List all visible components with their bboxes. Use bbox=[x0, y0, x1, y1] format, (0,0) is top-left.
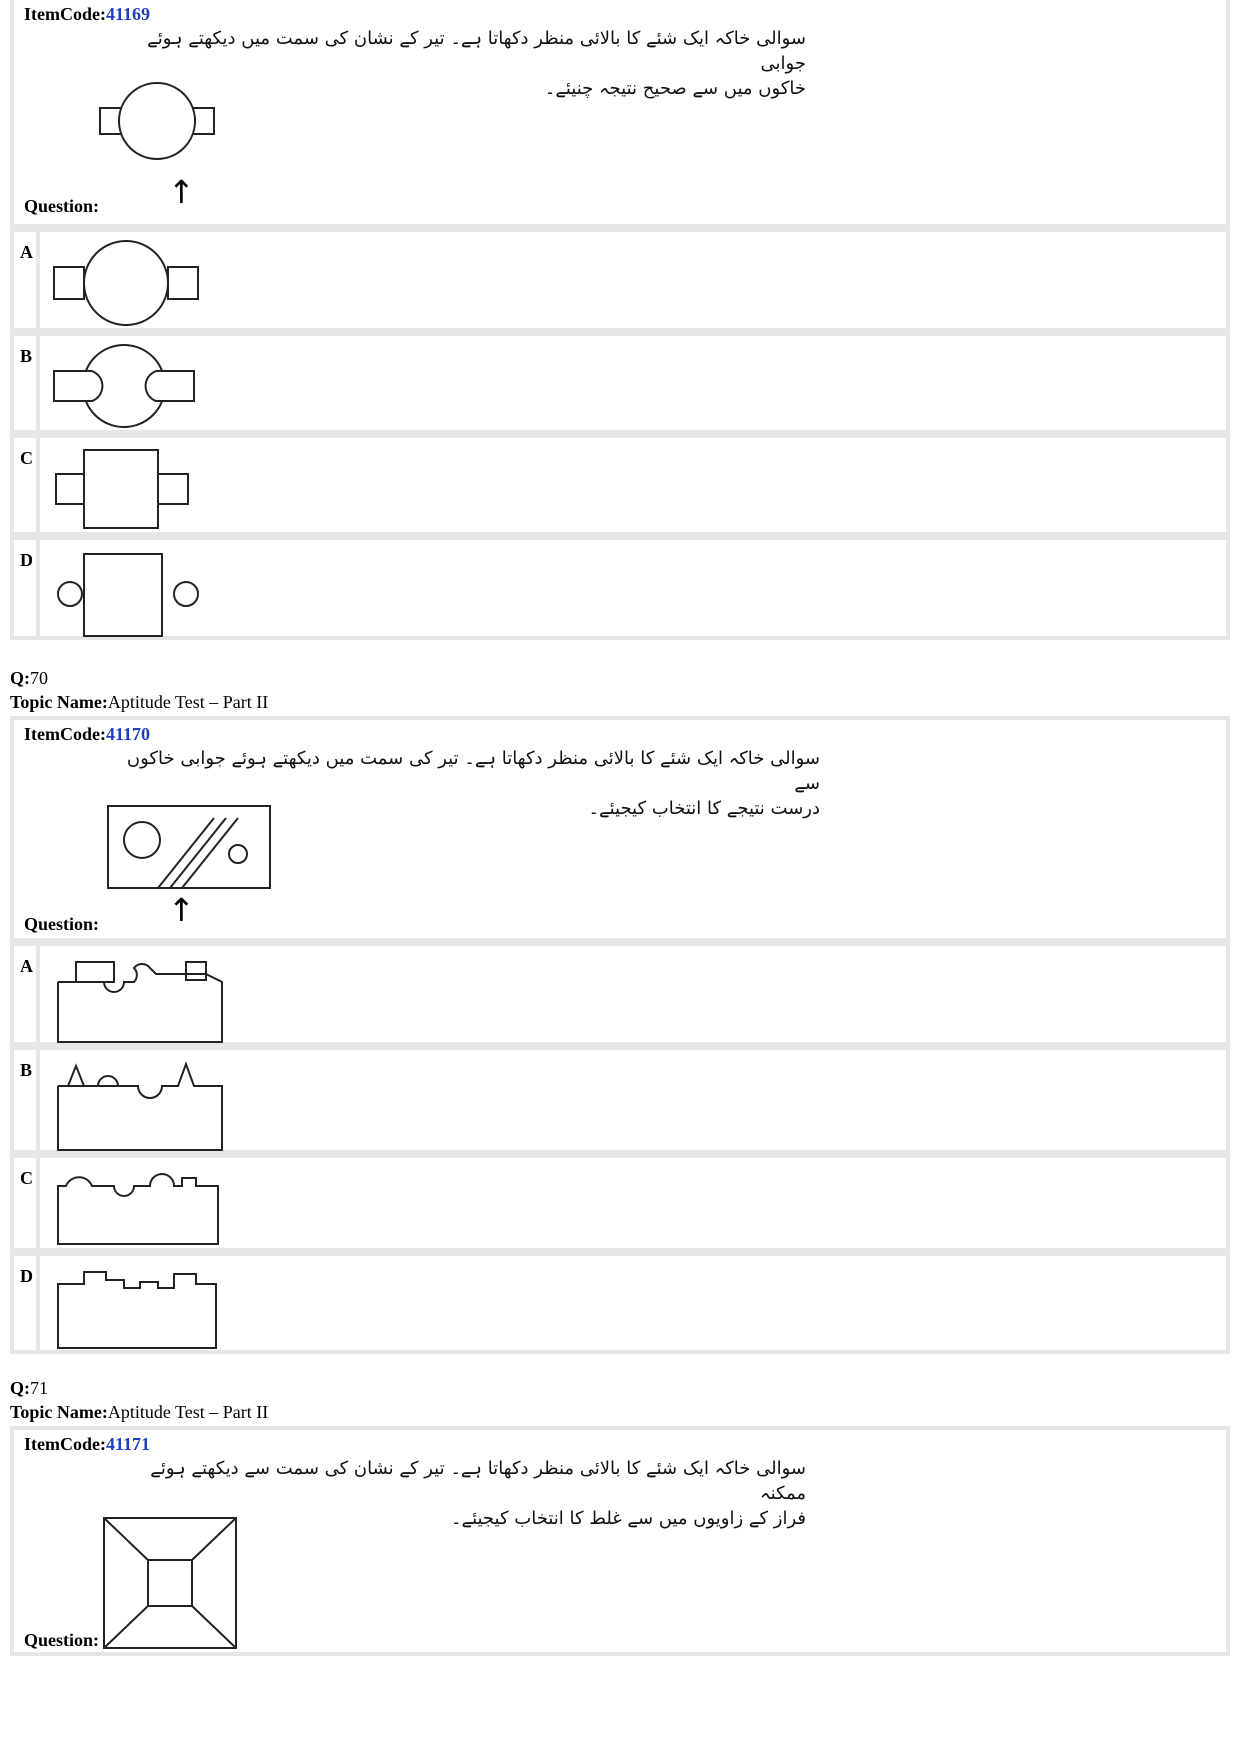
left-rect bbox=[56, 474, 86, 504]
right-block bbox=[186, 962, 206, 980]
profile bbox=[58, 1174, 218, 1244]
left-block bbox=[76, 962, 114, 982]
option-letter: A bbox=[14, 232, 40, 328]
right-rect bbox=[158, 474, 188, 504]
question-card-41171 bbox=[10, 1426, 1230, 1656]
right-tab bbox=[146, 371, 194, 401]
option-b-figure bbox=[54, 1056, 234, 1156]
edge-tr bbox=[192, 1518, 236, 1560]
option-letter: C bbox=[14, 1158, 40, 1248]
question-text: سوالی خاکہ ایک شئے کا بالائی منظر دکھاتا ہے۔ تیر کے نشان کی سمت میں دیکھتے ہوئے جوابی خاکوں میں سے صحیح نتیجہ چنیئے۔ bbox=[147, 28, 806, 99]
item-code: ItemCode:41171 bbox=[24, 1434, 150, 1454]
option-a-figure bbox=[54, 952, 234, 1048]
small-hole bbox=[229, 845, 247, 863]
edge-tl bbox=[104, 1518, 148, 1560]
right-circle bbox=[174, 582, 198, 606]
option-c[interactable] bbox=[10, 1154, 1230, 1252]
option-b-figure bbox=[50, 342, 200, 432]
square bbox=[84, 554, 162, 636]
circle bbox=[84, 241, 168, 325]
large-hole bbox=[124, 822, 160, 858]
option-b[interactable] bbox=[10, 332, 1230, 434]
option-d-figure bbox=[54, 1262, 234, 1356]
edge-br bbox=[192, 1606, 236, 1648]
edge-bl bbox=[104, 1606, 148, 1648]
left-rect bbox=[54, 267, 84, 299]
option-d-figure bbox=[52, 546, 202, 636]
question-number: Q:70 bbox=[10, 668, 48, 688]
view-arrow: ↑ bbox=[168, 173, 195, 211]
plate bbox=[108, 806, 270, 888]
question-figure bbox=[106, 804, 276, 894]
triangle bbox=[68, 1066, 84, 1086]
profile bbox=[58, 1272, 216, 1348]
option-d[interactable] bbox=[10, 536, 1230, 640]
option-letter: D bbox=[14, 540, 40, 636]
option-letter: A bbox=[14, 946, 40, 1042]
option-b[interactable] bbox=[10, 1046, 1230, 1154]
option-c[interactable] bbox=[10, 434, 1230, 536]
inner-square bbox=[148, 1560, 192, 1606]
right-rect bbox=[168, 267, 198, 299]
question-figure bbox=[98, 80, 238, 170]
slot-line-2 bbox=[170, 818, 226, 888]
topic-name: Topic Name:Aptitude Test – Part II bbox=[10, 1402, 269, 1422]
question-card-41169 bbox=[10, 0, 1230, 228]
item-code: ItemCode:41169 bbox=[24, 4, 150, 24]
slot-line-1 bbox=[158, 818, 214, 888]
square bbox=[84, 450, 158, 528]
option-letter: D bbox=[14, 1256, 40, 1350]
left-tab bbox=[54, 371, 102, 401]
option-d[interactable] bbox=[10, 1252, 1230, 1354]
option-a[interactable] bbox=[10, 228, 1230, 332]
question-text: سوالی خاکہ ایک شئے کا بالائی منظر دکھاتا ہے۔ تیر کی سمت میں دیکھتے ہوئے جوابی خاکوں سے درست نتیجے کا انتخاب کیجیئے۔ bbox=[126, 748, 820, 819]
option-a-figure bbox=[52, 238, 202, 328]
question-number: Q:71 bbox=[10, 1378, 48, 1398]
topic-name: Topic Name:Aptitude Test – Part II bbox=[10, 692, 269, 712]
option-letter: B bbox=[14, 336, 40, 430]
profile bbox=[58, 1064, 222, 1150]
question-label: Question: bbox=[24, 196, 100, 216]
question-label: Question: bbox=[24, 914, 100, 934]
profile bbox=[58, 964, 222, 1042]
question-label: Question: bbox=[24, 1630, 100, 1650]
option-c-figure bbox=[54, 1162, 234, 1252]
option-letter: C bbox=[14, 438, 40, 532]
option-a[interactable] bbox=[10, 942, 1230, 1046]
question-card-41170 bbox=[10, 716, 1230, 942]
option-letter: B bbox=[14, 1050, 40, 1150]
item-code: ItemCode:41170 bbox=[24, 724, 150, 744]
bump bbox=[98, 1076, 118, 1086]
question-figure bbox=[102, 1516, 242, 1652]
option-c-figure bbox=[52, 444, 202, 534]
figure-circle bbox=[119, 83, 195, 159]
view-arrow: ↑ bbox=[168, 891, 195, 929]
question-text: سوالی خاکہ ایک شئے کا بالائی منظر دکھاتا ہے۔ تیر کے نشان کی سمت سے دیکھتے ہوئے ممکنہ فراز کے زاویوں میں سے غلط کا انتخاب کیجیئے۔ bbox=[150, 1458, 806, 1529]
left-circle bbox=[58, 582, 82, 606]
